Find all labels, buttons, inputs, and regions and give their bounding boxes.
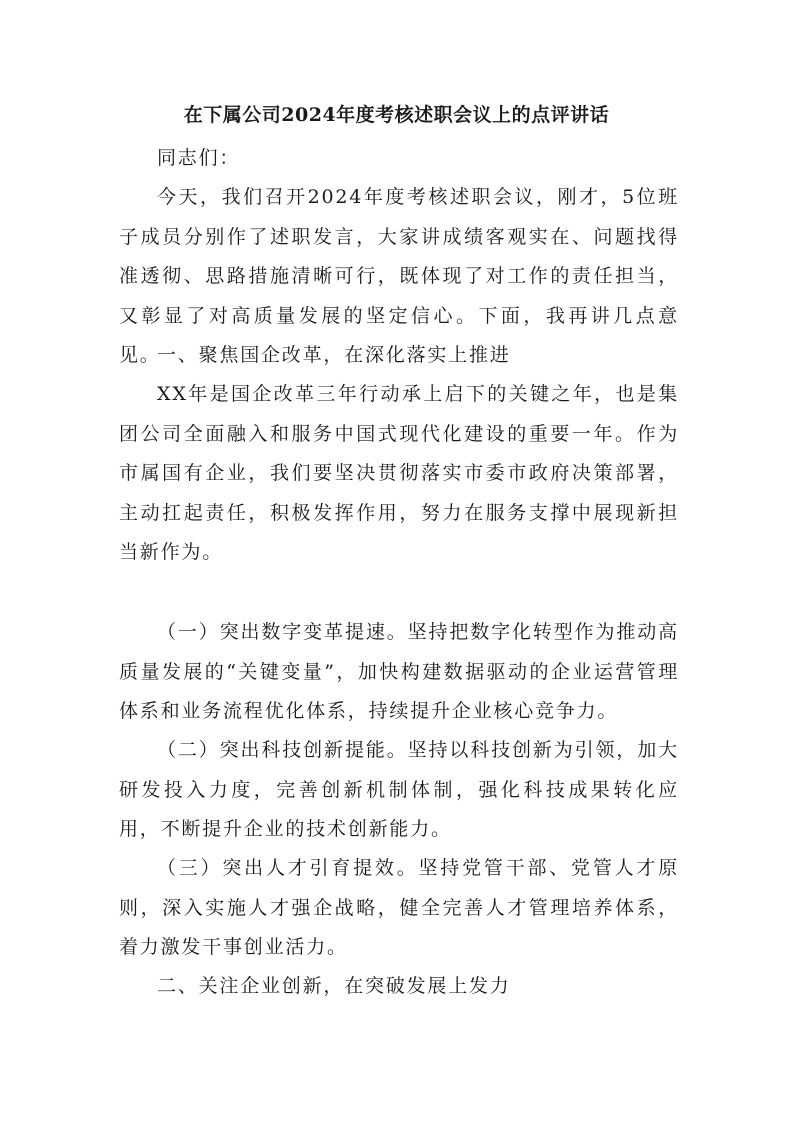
salutation: 同志们： [157, 147, 241, 169]
section-2-heading: 二、关注企业创新，在突破发展上发力 [157, 975, 511, 997]
section-1-heading: 一、聚焦国企改革，在深化落实上推进 [157, 344, 511, 366]
page-title: 在下属公司2024年度考核述职会议上的点评讲话 [183, 104, 610, 126]
subsection-2: （二）突出科技创新提能。坚持以科技创新为引领，加大研发投入力度，完善创新机制体制，强化科技成果转化应用，不断提升企业的技术创新能力。 [119, 739, 679, 840]
section-1-body: XX年是国企改革三年行动承上启下的关键之年，也是集团公司全面融入和服务中国式现代化建设的重要一年。作为市属国有企业，我们要坚决贯彻落实市委市政府决策部署，主动扛起责任，积极发挥作用，努力在服务支撑中展现新担当新作为。 [119, 383, 679, 563]
intro-paragraph: 今天，我们召开2024年度考核述职会议，刚才，5位班子成员分别作了述职发言，大家讲成绩客观实在、问题找得准透彻、思路措施清晰可行，既体现了对工作的责任担当，又彰显了对高质量发展的坚定信心。下面，我再讲几点意见。 [119, 186, 679, 366]
subsection-3: （三）突出人才引育提效。坚持党管干部、党管人才原则，深入实施人才强企战略，健全完善人才管理培养体系，着力激发干事创业活力。 [119, 857, 679, 958]
subsection-1: （一）突出数字变革提速。坚持把数字化转型作为推动高质量发展的“关键变量”，加快构建数据驱动的企业运营管理体系和业务流程优化体系，持续提升企业核心竞争力。 [119, 621, 679, 722]
